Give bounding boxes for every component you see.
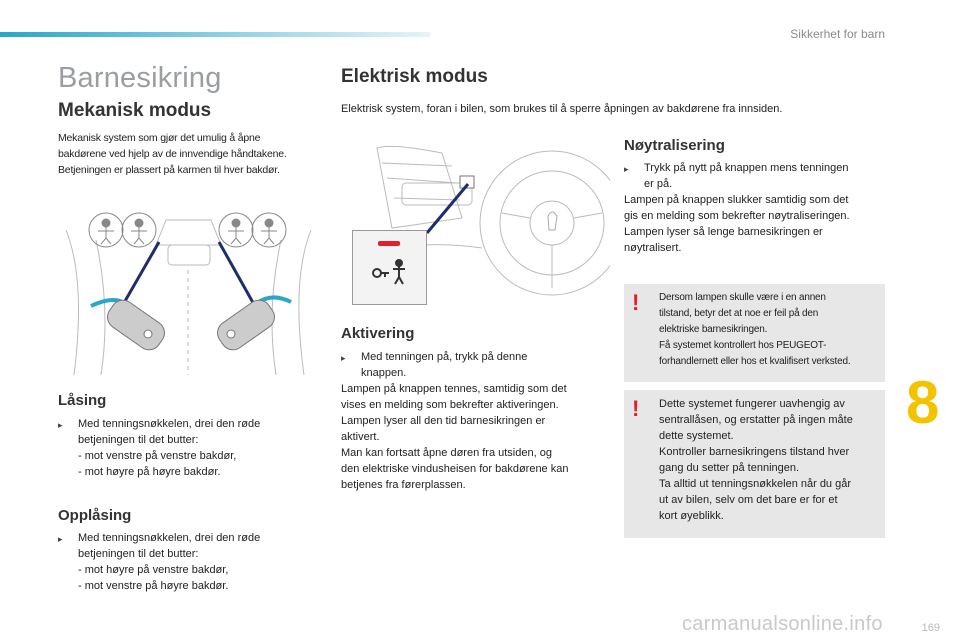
note-line: forhandlernett eller hos et kvalifisert verksted. xyxy=(659,356,851,367)
intro-line: bakdørene ved hjelp av de innvendige håndtakene. xyxy=(58,148,287,160)
unlocking-bullet xyxy=(58,530,328,562)
warning-icon: ! xyxy=(632,290,640,315)
child-icon-left xyxy=(89,213,123,247)
mechanical-intro xyxy=(58,130,333,178)
door-outline-left-inner xyxy=(96,240,105,375)
key-icon-right xyxy=(213,296,279,355)
bullet-line-text: Med tenningsnøkkelen, drei den røde xyxy=(78,418,261,430)
section-title-mechanical: Mekanisk modus xyxy=(58,100,212,121)
note-line: kort øyeblikk. xyxy=(659,510,724,522)
locking-bullet xyxy=(58,416,328,448)
body-line: Lampen på knappen slukker samtidig som det xyxy=(624,194,849,206)
intro-line: Mekanisk system som gjør det umulig å åpne xyxy=(58,132,261,144)
child-lock-icon-left xyxy=(122,213,156,247)
bullet-line-text: Trykk på nytt på knappen mens tenningen xyxy=(644,162,849,174)
indicator-lamp xyxy=(378,241,400,246)
body-line: vises en melding som bekrefter aktiveringen. xyxy=(341,399,559,411)
door-outline-right-inner xyxy=(272,240,281,375)
bullet-icon: ▸ xyxy=(58,420,63,430)
unlocking-item: - mot venstre på høyre bakdør. xyxy=(78,580,229,592)
note-line: sentrallåsen, og erstatter på ingen måte xyxy=(659,414,853,426)
door-outline-left xyxy=(66,230,79,375)
locking-item: - mot høyre på høyre bakdør. xyxy=(78,466,221,478)
bullet-line-text: betjeningen til det butter: xyxy=(78,434,199,446)
watermark-text: carmanualsonline.info xyxy=(682,613,883,635)
chapter-number-tab: 8 xyxy=(906,369,940,436)
body-line: nøytralisert. xyxy=(624,242,682,254)
child-lock-icon xyxy=(367,257,413,287)
bullet-icon: ▸ xyxy=(624,164,629,174)
chapter-title: Sikkerhet for barn xyxy=(790,27,885,41)
child-lock-button-inset xyxy=(352,230,427,305)
locking-body xyxy=(58,416,328,480)
note-line: gang du setter på tenningen. xyxy=(659,462,800,474)
note-2-text xyxy=(659,396,883,524)
arrow-left xyxy=(121,242,159,308)
note-line: Ta alltid ut tenningsnøkkelen når du går xyxy=(659,478,852,490)
bullet-line-text: Med tenningsnøkkelen, drei den røde xyxy=(78,532,261,544)
unlocking-item: - mot høyre på venstre bakdør, xyxy=(78,564,229,576)
note-line: Få systemet kontrollert hos PEUGEOT- xyxy=(659,340,827,351)
note-line: Kontroller barnesikringens tilstand hver xyxy=(659,446,850,458)
note-line: Dersom lampen skulle være i en annen xyxy=(659,292,826,303)
activation-body xyxy=(341,349,616,493)
electric-intro: Elektrisk system, foran i bilen, som brukes til å sperre åpningen av bakdørene fra innsiden. xyxy=(341,103,783,115)
mechanical-lock-illustration xyxy=(56,200,321,380)
body-line: aktivert. xyxy=(341,431,380,443)
neutralization-body xyxy=(624,160,894,256)
car-front-icon xyxy=(156,220,221,245)
note-1-text xyxy=(659,290,885,370)
door-outline-right xyxy=(299,230,311,375)
car-body-icon xyxy=(168,245,210,265)
neutralization-title: Nøytralisering xyxy=(624,137,725,154)
page-number: 169 xyxy=(921,622,940,634)
note-line: ut av bilen, selv om det bare er for et xyxy=(659,494,838,506)
bullet-icon: ▸ xyxy=(58,534,63,544)
body-line: Lampen på knappen tennes, samtidig som det xyxy=(341,383,567,395)
child-lock-icon-right xyxy=(252,213,286,247)
warning-note-2 xyxy=(624,390,885,538)
body-line: betjenes fra førerplassen. xyxy=(341,479,466,491)
unlocking-body xyxy=(58,530,328,594)
activation-bullet xyxy=(341,349,616,381)
note-line: dette systemet. xyxy=(659,430,734,442)
dashboard-panel-outline xyxy=(377,146,462,228)
body-line: gis en melding som bekrefter nøytraliseringen. xyxy=(624,210,850,222)
pointer-arrow xyxy=(427,184,468,233)
note-line: tilstand, betyr det at noe er feil på den xyxy=(659,308,819,319)
body-line: Lampen lyser så lenge barnesikringen er xyxy=(624,226,823,238)
intro-line: Betjeningen er plassert på karmen til hver bakdør. xyxy=(58,164,280,176)
bullet-line-text: Med tenningen på, trykk på denne xyxy=(361,351,528,363)
warning-note-1 xyxy=(624,284,885,382)
section-title-electric: Elektrisk modus xyxy=(341,66,488,87)
body-line: Man kan fortsatt åpne døren fra utsiden, og xyxy=(341,447,552,459)
bullet-line-text: betjeningen til det butter: xyxy=(78,548,199,560)
unlocking-title: Opplåsing xyxy=(58,507,132,524)
note-line: elektriske barnesikringen. xyxy=(659,324,768,335)
warning-icon: ! xyxy=(632,396,640,421)
key-icon-left xyxy=(103,296,169,355)
header-accent-bar xyxy=(0,32,430,37)
note-line: Dette systemet fungerer uavhengig av xyxy=(659,398,845,410)
locking-title: Låsing xyxy=(58,392,107,409)
peugeot-logo-icon xyxy=(548,212,557,230)
arrow-right xyxy=(219,242,256,308)
body-line: den elektriske vindusheisen for bakdørene kan xyxy=(341,463,569,475)
bullet-icon: ▸ xyxy=(341,353,346,363)
activation-title: Aktivering xyxy=(341,325,415,342)
neutralization-bullet xyxy=(624,160,894,192)
child-icon-right xyxy=(219,213,253,247)
body-line: Lampen lyser all den tid barnesikringen er xyxy=(341,415,546,427)
locking-item: - mot venstre på venstre bakdør, xyxy=(78,450,237,462)
page-title: Barnesikring xyxy=(58,62,222,94)
bullet-line-text: knappen. xyxy=(361,367,407,379)
bullet-line-text: er på. xyxy=(644,178,673,190)
